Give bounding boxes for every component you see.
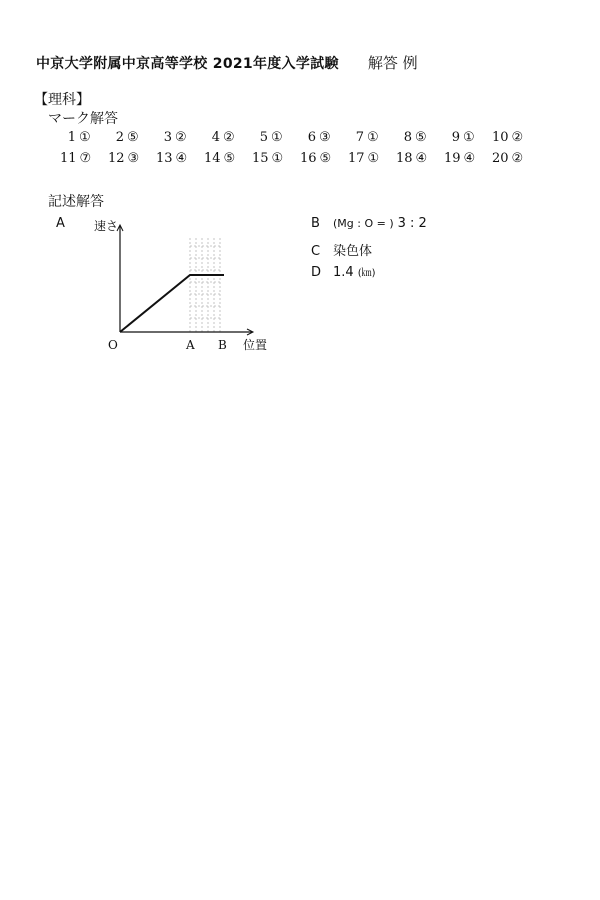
school-exam-title: 中京大学附属中京高等学校 2021年度入学試験 bbox=[36, 56, 339, 72]
answer-a-label: A bbox=[56, 216, 65, 231]
answer-b-prefix: (Mg : O = ) bbox=[333, 217, 394, 230]
mark-answer: 19 ④ bbox=[444, 151, 476, 166]
x-tick-a: A bbox=[186, 338, 195, 352]
mark-answer: 1 ① bbox=[67, 130, 91, 145]
x-tick-b: B bbox=[218, 338, 227, 352]
answer-b-label: B bbox=[311, 216, 320, 231]
mark-answer: 16 ⑤ bbox=[300, 151, 332, 166]
written-answers-bcd bbox=[311, 216, 427, 288]
mark-answer: 6 ③ bbox=[307, 130, 331, 145]
mark-answer: 4 ② bbox=[211, 130, 235, 145]
answer-d-unit: (㎞) bbox=[357, 268, 376, 279]
mark-answer: 3 ② bbox=[163, 130, 187, 145]
origin-label: O bbox=[108, 338, 118, 352]
mark-answer: 5 ① bbox=[259, 130, 283, 145]
y-axis-label: 速さ bbox=[94, 219, 119, 233]
answer-b-value: 3 : 2 bbox=[397, 216, 427, 231]
mark-answer: 8 ⑤ bbox=[403, 130, 427, 145]
speed-position-graph bbox=[94, 216, 290, 356]
mark-answers-heading: マーク解答 bbox=[48, 111, 118, 127]
mark-answers-row-1 bbox=[60, 130, 540, 145]
answer-c-label: C bbox=[311, 244, 321, 259]
subject-heading: 【理科】 bbox=[34, 92, 90, 108]
answer-example-label: 解答 例 bbox=[367, 54, 418, 72]
mark-answer: 17 ① bbox=[348, 151, 380, 166]
answer-d bbox=[311, 264, 427, 288]
mark-answer: 12 ③ bbox=[108, 151, 140, 166]
mark-answer: 2 ⑤ bbox=[115, 130, 139, 145]
mark-answer: 18 ④ bbox=[396, 151, 428, 166]
mark-answer: 10 ② bbox=[492, 130, 524, 145]
mark-answer: 14 ⑤ bbox=[204, 151, 236, 166]
answer-b bbox=[311, 216, 427, 240]
written-answers-heading: 記述解答 bbox=[48, 194, 104, 210]
mark-answer: 11 ⑦ bbox=[60, 151, 92, 166]
answer-c bbox=[311, 240, 427, 264]
answer-d-label: D bbox=[311, 265, 322, 280]
mark-answers-row-2 bbox=[60, 151, 540, 166]
mark-answer: 20 ② bbox=[492, 151, 524, 166]
answer-d-value: 1.4 bbox=[333, 265, 354, 280]
page-header bbox=[36, 52, 418, 73]
answer-c-value: 染色体 bbox=[333, 244, 373, 259]
mark-answer: 15 ① bbox=[252, 151, 284, 166]
graph-grid bbox=[190, 238, 220, 332]
mark-answer: 7 ① bbox=[355, 130, 379, 145]
mark-answer: 13 ④ bbox=[156, 151, 188, 166]
x-axis-label: 位置 bbox=[243, 338, 268, 352]
mark-answer: 9 ① bbox=[451, 130, 475, 145]
